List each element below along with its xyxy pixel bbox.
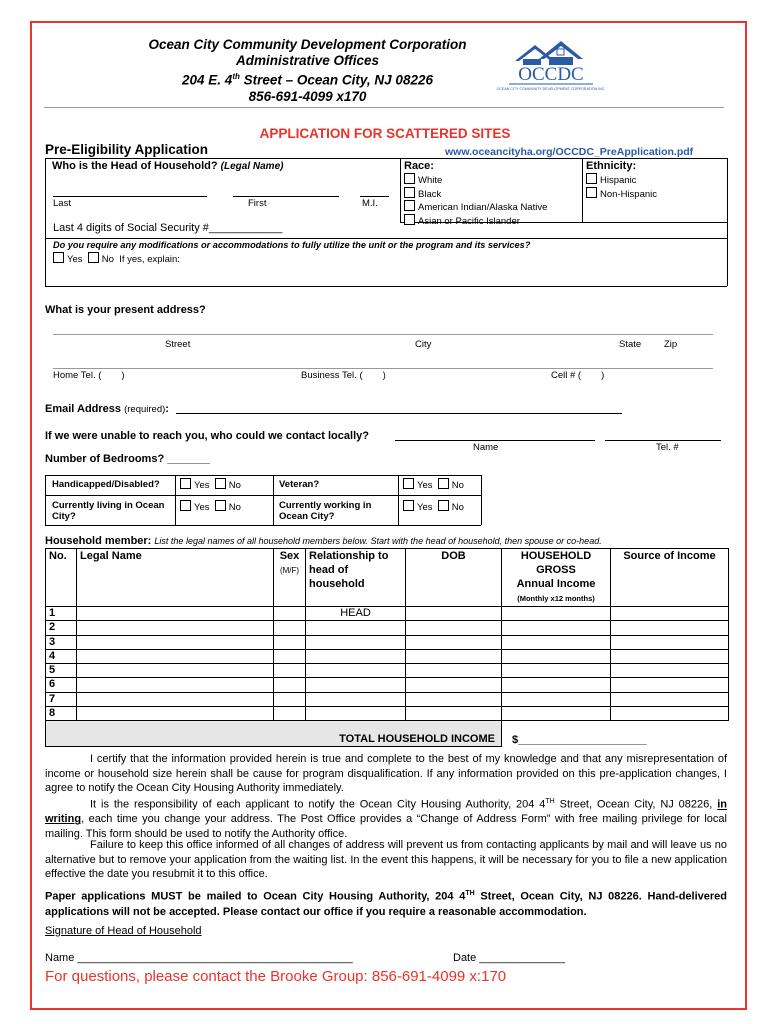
org-address: 204 E. 4th Street – Ocean City, NJ 08226 xyxy=(182,72,433,88)
col-legal-name: Legal Name xyxy=(77,549,274,607)
org-name: Ocean City Community Development Corporation xyxy=(148,37,467,52)
contact-tel-label: Tel. # xyxy=(656,442,679,453)
race-option[interactable]: White xyxy=(404,173,547,187)
table-row: 7 xyxy=(46,692,729,706)
total-row xyxy=(46,721,729,747)
working-yes-checkbox[interactable] xyxy=(403,500,414,511)
form-subtitle: Pre-Eligibility Application xyxy=(45,142,209,157)
responsibility-paragraph: It is the responsibility of each applicant to notify the Ocean City Housing Authority, 204 4TH Street, Ocean City, NJ 08226, in writing, each time you change your address. The Post Office provides a “Change of Address Form” with free mailing privilege for local mailing. This form should be used to notify the Authority office. xyxy=(45,798,727,840)
col-source: Source of Income xyxy=(611,549,729,607)
race-option[interactable]: Asian or Pacific Islander xyxy=(404,214,547,228)
accommodation-answer: Yes No If yes, explain: xyxy=(53,252,180,265)
table-row: 2 xyxy=(46,621,729,635)
street-label: Street xyxy=(165,339,191,350)
state-label: State xyxy=(619,339,642,350)
certify-paragraph: I certify that the information provided herein is true and complete to the best of my knowledge and that any misrepresentation of income or household size herein shall be cause for program disqualification. If any information provided on this pre-application changes, I agree to notify the Ocean City Housing Authority immediately. xyxy=(45,753,727,794)
head-question: Who is the Head of Household? (Legal Name) xyxy=(52,160,284,172)
race-checkbox[interactable] xyxy=(404,214,415,225)
col-dob: DOB xyxy=(406,549,502,607)
contact-question: If we were unable to reach you, who could we contact locally? xyxy=(45,430,369,442)
city-label: City xyxy=(415,339,432,350)
handicapped-yes-checkbox[interactable] xyxy=(180,478,191,489)
veteran-yes-checkbox[interactable] xyxy=(403,478,414,489)
email-field[interactable] xyxy=(176,413,622,414)
contact-name-label: Name xyxy=(473,442,499,453)
signature-label: Signature of Head of Household xyxy=(45,925,202,937)
handicapped-no-checkbox[interactable] xyxy=(215,478,226,489)
working-label: Currently working in Ocean City? xyxy=(279,500,372,522)
ethnicity-option[interactable]: Non-Hispanic xyxy=(586,187,657,201)
table-row: 5 xyxy=(46,664,729,678)
veteran-options: Yes No xyxy=(403,478,464,491)
bedrooms-field[interactable]: Number of Bedrooms? _______ xyxy=(45,453,211,465)
first-name-label: First xyxy=(248,198,267,209)
table-row: 8 xyxy=(46,707,729,721)
race-options xyxy=(404,173,547,227)
email-label: Email Address (required): xyxy=(45,403,169,415)
office-name: Administrative Offices xyxy=(235,53,380,68)
race-option[interactable]: Black xyxy=(404,187,547,201)
living-no-checkbox[interactable] xyxy=(215,500,226,511)
living-yes-checkbox[interactable] xyxy=(180,500,191,511)
zip-label: Zip xyxy=(664,339,678,350)
living-label: Currently living in Ocean City? xyxy=(52,500,165,522)
working-no-checkbox[interactable] xyxy=(438,500,449,511)
household-table xyxy=(45,548,729,747)
last-name-label: Last xyxy=(53,198,71,209)
table-row: 4 xyxy=(46,649,729,663)
org-phone: 856-691-4099 x170 xyxy=(248,88,367,104)
col-income: HOUSEHOLD GROSS Annual Income (Monthly x12 months) xyxy=(502,549,611,607)
living-options: Yes No xyxy=(180,500,241,513)
logo-text: OCCDC xyxy=(518,64,584,85)
date-field[interactable]: Date ______________ xyxy=(453,952,565,964)
mi-label: M.I. xyxy=(362,198,378,209)
race-checkbox[interactable] xyxy=(404,200,415,211)
footer-contact: For questions, please contact the Brooke Group: 856-691-4099 x:170 xyxy=(45,968,507,985)
race-checkbox[interactable] xyxy=(404,187,415,198)
head-relationship: HEAD xyxy=(306,607,406,621)
contact-name-field[interactable] xyxy=(395,440,595,441)
table-row: 3 xyxy=(46,635,729,649)
home-tel-label: Home Tel. ( ) xyxy=(53,370,125,381)
address-question: What is your present address? xyxy=(45,304,206,316)
veteran-label: Veteran? xyxy=(279,479,320,490)
total-label: TOTAL HOUSEHOLD INCOME xyxy=(46,721,502,747)
household-heading: Household member: List the legal names of all household members below. Start with the head of household, then spouse or co-head. xyxy=(45,535,602,547)
logo-subtext: OCEAN CITY COMMUNITY DEVELOPMENT CORPORATION INC. xyxy=(496,87,606,91)
occdc-logo xyxy=(496,37,606,99)
ssn-field[interactable]: Last 4 digits of Social Security #____________ xyxy=(53,222,283,234)
header-divider xyxy=(44,107,724,108)
letterhead xyxy=(100,37,515,105)
ethnicity-checkbox[interactable] xyxy=(586,173,597,184)
race-option[interactable]: American Indian/Alaska Native xyxy=(404,200,547,214)
table-row: 6 xyxy=(46,678,729,692)
working-options: Yes No xyxy=(403,500,464,513)
form-url[interactable]: www.oceancityha.org/OCCDC_PreApplication.pdf xyxy=(445,146,694,158)
veteran-no-checkbox[interactable] xyxy=(438,478,449,489)
col-sex: Sex (M/F) xyxy=(274,549,306,607)
ethnicity-option[interactable]: Hispanic xyxy=(586,173,657,187)
ethnicity-options xyxy=(586,173,657,200)
accommodation-question: Do you require any modifications or accommodations to fully utilize the unit or the program and its services? xyxy=(53,240,531,250)
handicapped-label: Handicapped/Disabled? xyxy=(52,479,160,490)
col-no: No. xyxy=(46,549,77,607)
name-field[interactable]: Name _____________________________________________ xyxy=(45,952,353,964)
table-row: 1 HEAD xyxy=(46,607,729,621)
contact-tel-field[interactable] xyxy=(605,440,721,441)
accommodation-yes-checkbox[interactable] xyxy=(53,252,64,263)
race-label: Race: xyxy=(404,160,434,172)
ethnicity-label: Ethnicity: xyxy=(586,160,637,172)
total-income-field[interactable]: $_____________________ xyxy=(512,733,647,746)
accommodation-no-checkbox[interactable] xyxy=(88,252,99,263)
form-title: APPLICATION FOR SCATTERED SITES xyxy=(259,126,511,141)
cell-label: Cell # ( ) xyxy=(551,370,605,381)
ethnicity-checkbox[interactable] xyxy=(586,187,597,198)
household-header-row xyxy=(46,549,729,607)
business-tel-label: Business Tel. ( ) xyxy=(301,370,386,381)
handicapped-options: Yes No xyxy=(180,478,241,491)
col-relationship: Relationship to head of household xyxy=(306,549,406,607)
race-checkbox[interactable] xyxy=(404,173,415,184)
failure-paragraph: Failure to keep this office informed of all changes of address will prevent us from contacting applicants by mail and will leave us no alternative but to remove your application from the waiting list. In the event this happens, it will be necessary for you to file a new application effective the date you resubmit it to this office. xyxy=(45,839,727,880)
mailing-notice: Paper applications MUST be mailed to Ocean City Housing Authority, 204 4TH Street, Ocean City, NJ 08226. Hand-delivered applications will not be accepted. Please contact our office if you require a reasonable accommodation. xyxy=(45,890,728,918)
